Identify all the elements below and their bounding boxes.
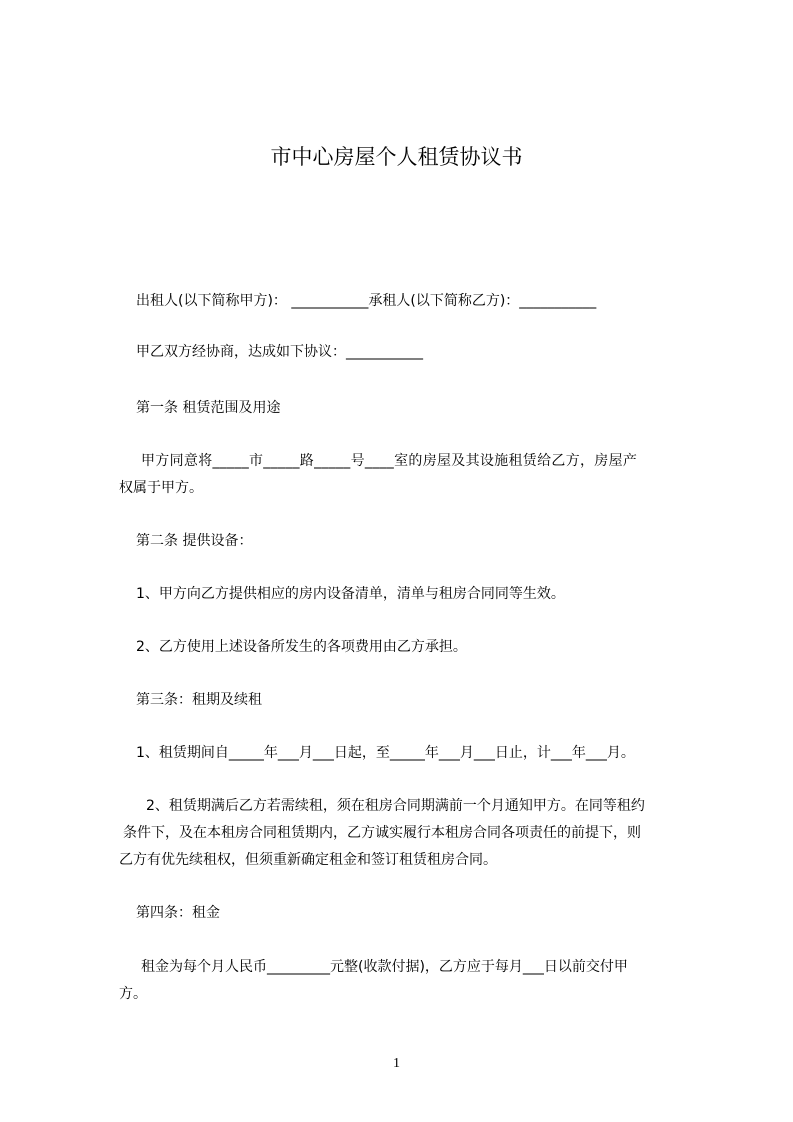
- article-1-heading: 第一条 租赁范围及用途: [136, 400, 281, 416]
- document-title: 市中心房屋个人租赁协议书: [270, 145, 523, 169]
- article-4-text: 租金为每个月人民币_________元整(收款付据)，乙方应于每月___日以前交付甲: [141, 959, 628, 975]
- article-2-heading: 第二条 提供设备：: [136, 533, 253, 549]
- page-number: 1: [393, 1056, 400, 1071]
- article-2-item-2: 2、乙方使用上述设备所发生的各项费用由乙方承担。: [136, 639, 467, 655]
- article-2-item-1: 1、甲方向乙方提供相应的房内设备清单，清单与租房合同同等生效。: [136, 586, 565, 602]
- article-3-heading: 第三条：租期及续租: [136, 692, 262, 708]
- agreement-intro: 甲乙双方经协商，达成如下协议：___________: [136, 344, 423, 360]
- article-3-item-2-cont2: 乙方有优先续租权，但须重新确定租金和签订租赁租房合同。: [119, 852, 497, 868]
- article-1-text-cont: 权属于甲方。: [119, 480, 203, 496]
- article-4-heading: 第四条：租金: [136, 905, 220, 921]
- article-3-item-2-cont1: 条件下，及在本租房合同租赁期内，乙方诚实履行本租房合同各项责任的前提下，则: [123, 825, 641, 841]
- parties-line: 出租人(以下简称甲方)： ___________承租人(以下简称乙方)：___________: [136, 293, 597, 309]
- article-3-item-1: 1、租赁期间自_____年___月___日起，至_____年___月___日止，计___年___月。: [136, 745, 635, 761]
- article-4-text-cont: 方。: [119, 986, 147, 1002]
- article-3-item-2: 2、租赁期满后乙方若需续租，须在租房合同期满前一个月通知甲方。在同等租约: [146, 798, 645, 814]
- article-1-text: 甲方同意将_____市_____路_____号____室的房屋及其设施租赁给乙方，房屋产: [141, 453, 638, 469]
